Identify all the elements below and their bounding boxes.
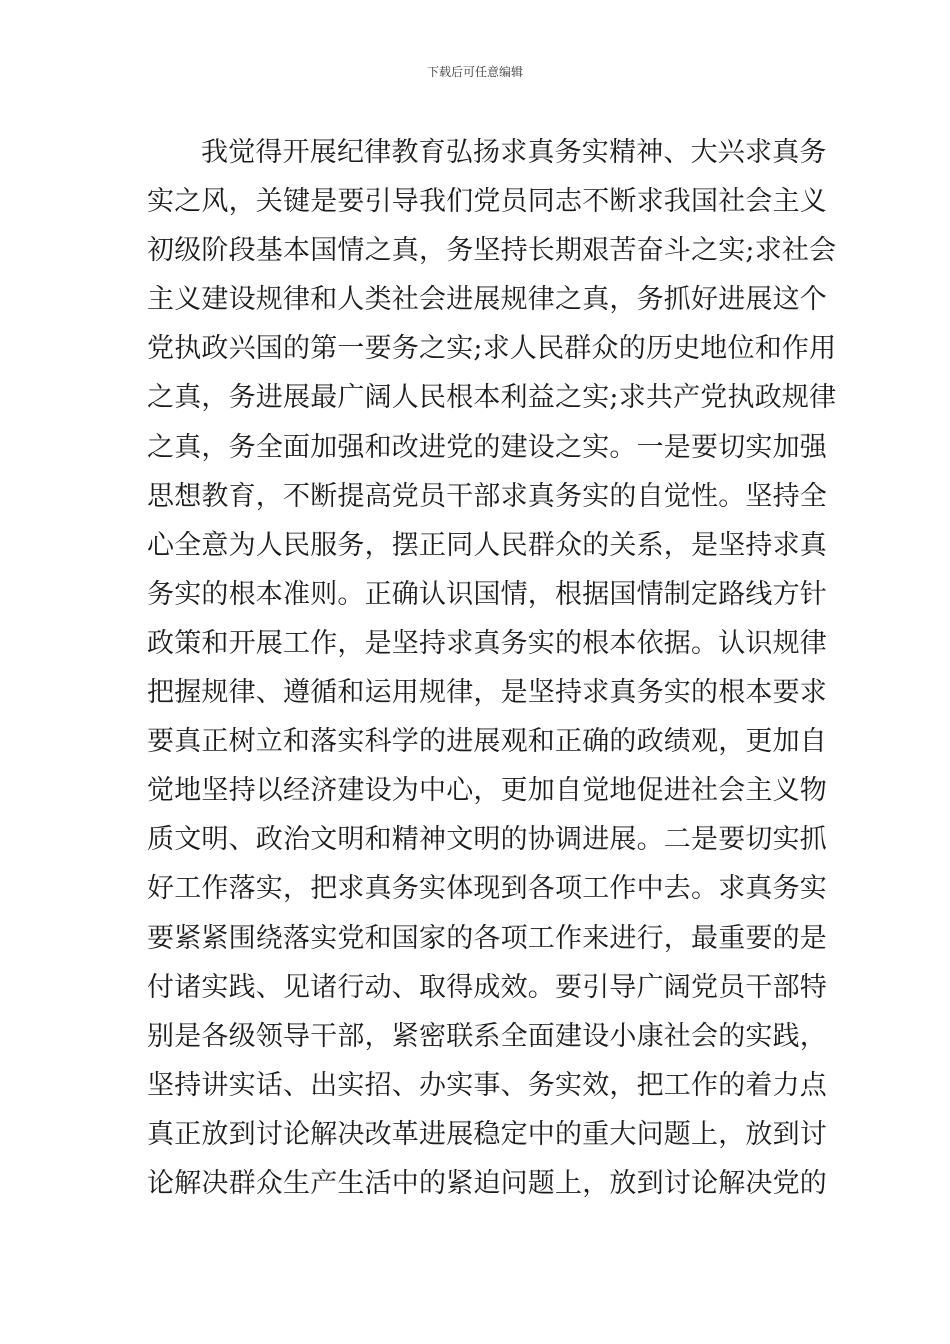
paragraph-line: 真正放到讨论解决改革进展稳定中的重大问题上，放到讨: [147, 1118, 827, 1150]
paragraph-line: 好工作落实，把求真务实体现到各项工作中去。求真务实: [147, 873, 827, 905]
paragraph-line: 之真，务进展最广阔人民根本利益之实;求共产党执政规律: [147, 382, 837, 414]
paragraph-line: 我觉得开展纪律教育弘扬求真务实精神、大兴求真务: [201, 137, 827, 168]
paragraph-line: 质文明、政治文明和精神文明的协调进展。二是要切实抓: [147, 824, 827, 856]
paragraph-line: 务实的根本准则。正确认识国情，根据国情制定路线方针: [147, 578, 827, 610]
paragraph-line: 论解决群众生产生活中的紧迫问题上，放到讨论解决党的: [147, 1167, 827, 1199]
paragraph-line: 觉地坚持以经济建设为中心，更加自觉地促进社会主义物: [147, 775, 827, 807]
paragraph-line: 要真正树立和落实科学的进展观和正确的政绩观，更加自: [147, 726, 827, 758]
paragraph-line: 主义建设规律和人类社会进展规律之真，务抓好进展这个: [147, 284, 827, 316]
paragraph-line: 把握规律、遵循和运用规律，是坚持求真务实的根本要求: [147, 677, 827, 709]
paragraph-line: 政策和开展工作，是坚持求真务实的根本依据。认识规律: [147, 627, 827, 659]
paragraph-line: 别是各级领导干部，紧密联系全面建设小康社会的实践，: [147, 1020, 827, 1052]
paragraph-line: 初级阶段基本国情之真，务坚持长期艰苦奋斗之实;求社会: [147, 235, 837, 267]
paragraph-line: 付诸实践、见诸行动、取得成效。要引导广阔党员干部特: [147, 971, 827, 1003]
document-body: [147, 128, 837, 1208]
paragraph-line: 党执政兴国的第一要务之实;求人民群众的历史地位和作用: [147, 333, 837, 365]
paragraph-line: 之真，务全面加强和改进党的建设之实。一是要切实加强: [147, 431, 827, 463]
page-header: 下载后可任意编辑: [426, 65, 523, 79]
paragraph-line: 实之风，关键是要引导我们党员同志不断求我国社会主义: [147, 186, 827, 218]
paragraph-line: 坚持讲实话、出实招、办实事、务实效，把工作的着力点: [147, 1069, 827, 1101]
paragraph-line: 要紧紧围绕落实党和国家的各项工作来进行，最重要的是: [147, 922, 827, 954]
paragraph-line: 思想教育，不断提高党员干部求真务实的自觉性。坚持全: [147, 480, 827, 512]
paragraph-line: 心全意为人民服务，摆正同人民群众的关系，是坚持求真: [147, 529, 827, 561]
